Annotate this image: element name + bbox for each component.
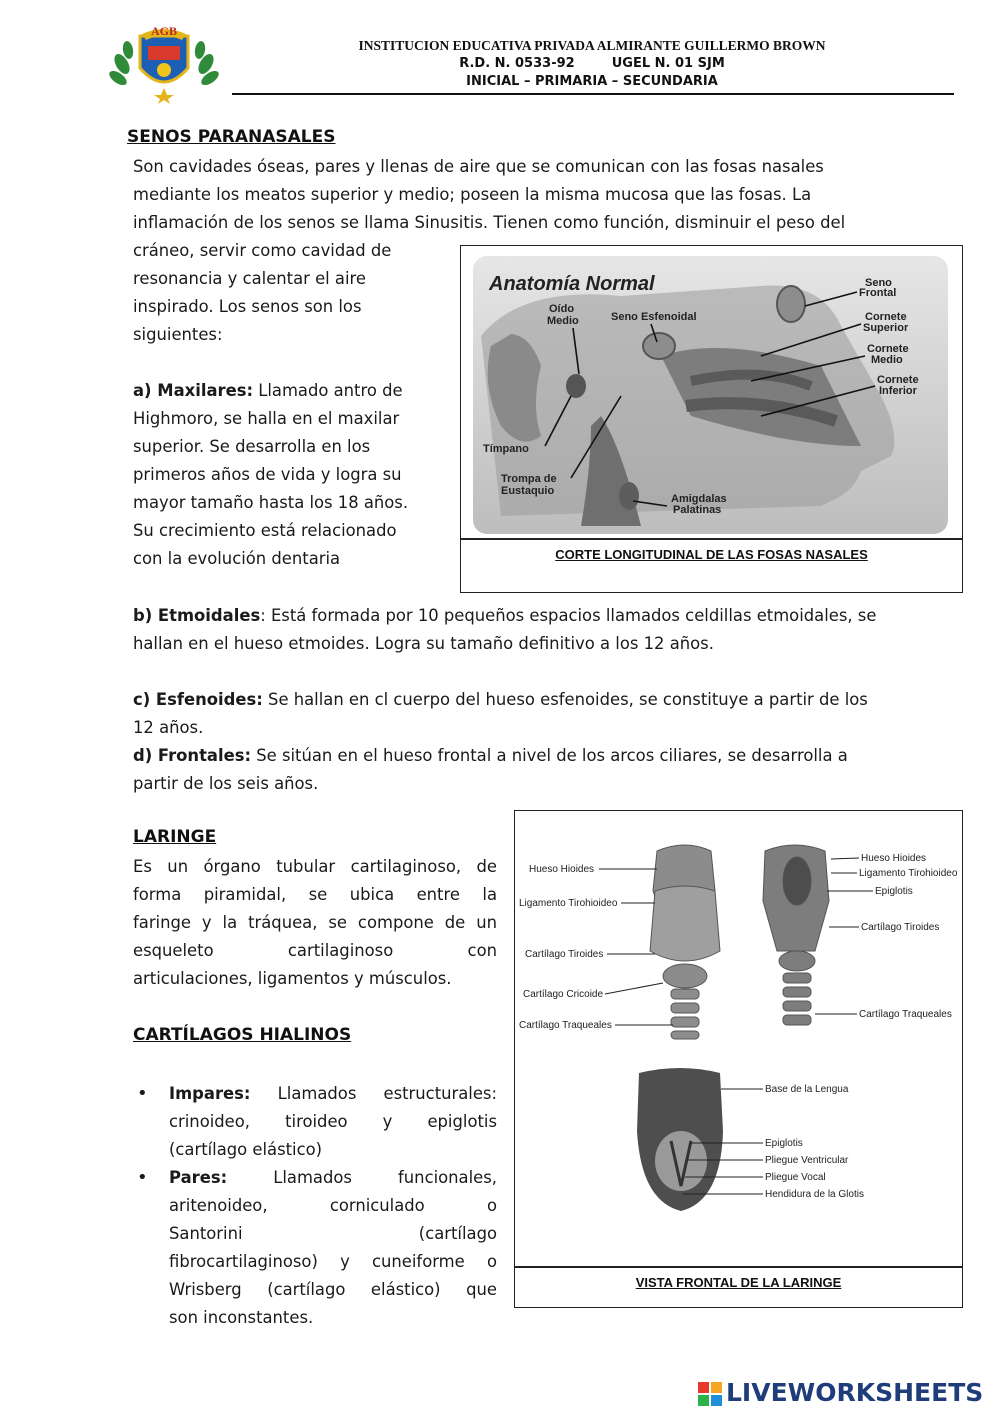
text-line: primeros años de vida y logra su xyxy=(133,465,402,484)
esfenoides-paragraph xyxy=(133,686,963,798)
text-line: son inconstantes. xyxy=(169,1308,314,1327)
header-line-3: INICIAL – PRIMARIA – SECUNDARIA xyxy=(466,74,718,89)
label-oido-medio: Medio xyxy=(547,315,579,327)
text-span: Se sitúan en el hueso frontal a nivel de los arcos ciliares, se desarrolla a xyxy=(256,746,848,765)
label-hueso-hioides-left: Hueso Hioides xyxy=(529,864,595,875)
text-line: fibrocartilaginoso) y cuneiforme o xyxy=(169,1252,497,1271)
text-line: partir de los seis años. xyxy=(133,774,319,793)
larynx-illustration xyxy=(515,811,962,1266)
text-span: Llamados funcionales, xyxy=(273,1168,497,1187)
label-cornete-medio-1: Cornete xyxy=(867,343,909,355)
text-line: 12 años. xyxy=(133,718,204,737)
label-amigdalas-2: Palatinas xyxy=(673,504,722,516)
text-line: (cartílago elástico) xyxy=(169,1140,323,1159)
text-line: forma piramidal, se ubica entre la xyxy=(133,885,497,904)
section-title-cartilagos: CARTÍLAGOS HIALINOS xyxy=(133,1025,352,1045)
label-pliegue-ventricular: Pliegue Ventricular xyxy=(765,1155,849,1166)
label-tiroides-right: Cartílago Tiroides xyxy=(861,922,940,933)
section-title-senos: SENOS PARANASALES xyxy=(127,127,336,147)
list-item-impares xyxy=(133,1080,497,1164)
text-span: Llamado antro de xyxy=(258,381,403,400)
label-oido: Oído xyxy=(549,303,575,315)
maxilares-paragraph xyxy=(133,377,443,573)
cartilagos-list xyxy=(133,1080,497,1332)
svg-text:AGB: AGB xyxy=(150,24,178,38)
label-cricoide-left: Cartílago Cricoide xyxy=(523,989,604,1000)
text-line: inflamación de los senos se llama Sinusitis. Tienen como función, disminuir el peso del xyxy=(133,213,846,232)
figure2-caption: VISTA FRONTAL DE LA LARINGE xyxy=(635,1275,842,1290)
school-crest-icon xyxy=(108,22,220,104)
figure-larynx xyxy=(514,810,963,1308)
label-tiroides-left: Cartílago Tiroides xyxy=(525,949,604,960)
label-frontal: Frontal xyxy=(859,287,897,299)
figure2-caption-divider xyxy=(515,1266,962,1268)
text-span: Se hallan en cl cuerpo del hueso esfenoides, se constituye a partir de los xyxy=(268,690,868,709)
header-rd: R.D. N. 0533-92 xyxy=(459,56,575,71)
label-cornete-medio-2: Medio xyxy=(871,354,903,366)
header-line-2 xyxy=(232,55,952,73)
text-line: hallan en el hueso etmoides. Logra su tamaño definitivo a los 12 años. xyxy=(133,634,714,653)
label-ligamento-right: Ligamento Tirohioideo xyxy=(859,868,958,879)
label-pliegue-vocal: Pliegue Vocal xyxy=(765,1172,826,1183)
maxilares-label: a) Maxilares: xyxy=(133,381,254,400)
figure1-caption: CORTE LONGITUDINAL DE LAS FOSAS NASALES xyxy=(555,547,868,562)
text-line: Wrisberg (cartílago elástico) que xyxy=(169,1280,497,1299)
label-trompa-1: Trompa de xyxy=(501,473,557,485)
label-timpano: Tímpano xyxy=(483,443,529,455)
school-logo xyxy=(108,22,220,104)
frontales-label: d) Frontales: xyxy=(133,746,252,765)
figure-nasal-section xyxy=(460,245,963,593)
label-hendidura-glotis: Hendidura de la Glotis xyxy=(765,1189,864,1200)
text-line: Es un órgano tubular cartilaginoso, de xyxy=(133,857,497,876)
etmoidales-label: b) Etmoidales xyxy=(133,606,261,625)
text-line xyxy=(133,602,963,630)
label-traqueales-left: Cartílago Traqueales xyxy=(519,1020,612,1031)
header-institution: INSTITUCION EDUCATIVA PRIVADA xyxy=(358,38,595,53)
text-line: aritenoideo, corniculado o xyxy=(169,1196,497,1215)
text-line: articulaciones, ligamentos y músculos. xyxy=(133,969,452,988)
text-line: Highmoro, se halla en el maxilar xyxy=(133,409,400,428)
text-line: cráneo, servir como cavidad de xyxy=(133,241,392,260)
label-cornete-superior-2: Superior xyxy=(863,322,909,334)
header-line-1 xyxy=(232,37,952,55)
label-seno-esfenoidal: Seno Esfenoidal xyxy=(611,311,697,323)
text-span: Llamados estructurales: xyxy=(277,1084,497,1103)
text-line: resonancia y calentar el aire xyxy=(133,269,366,288)
section-title-laringe: LARINGE xyxy=(133,827,217,847)
text-line: mediante los meatos superior y medio; poseen la misma mucosa que las fosas. La xyxy=(133,185,812,204)
esfenoides-label: c) Esfenoides: xyxy=(133,690,263,709)
label-cornete-superior-1: Cornete xyxy=(865,311,907,323)
list-item-pares xyxy=(133,1164,497,1332)
text-line: Son cavidades óseas, pares y llenas de aire que se comunican con las fosas nasales xyxy=(133,157,824,176)
label-cornete-inferior-2: Inferior xyxy=(879,385,917,397)
text-span: : Está formada por 10 pequeños espacios llamados celdillas etmoidales, se xyxy=(260,606,877,625)
bullet-list xyxy=(133,1080,497,1332)
laringe-paragraph xyxy=(133,853,497,993)
label-trompa-2: Eustaquio xyxy=(501,485,555,497)
text-line: superior. Se desarrolla en los xyxy=(133,437,371,456)
label-amigdalas-1: Amigdalas xyxy=(671,493,727,505)
impares-label: Impares: xyxy=(169,1084,251,1103)
text-line: Santorini (cartílago xyxy=(169,1224,497,1243)
label-ligamento-left: Ligamento Tirohioideo xyxy=(519,898,618,909)
text-line: inspirado. Los senos son los xyxy=(133,297,362,316)
label-epiglotis-right: Epiglotis xyxy=(875,886,913,897)
liveworksheets-grid-icon xyxy=(698,1382,722,1406)
text-line: con la evolución dentaria xyxy=(133,549,341,568)
label-seno: Seno xyxy=(865,277,892,289)
figure-heading: Anatomía Normal xyxy=(489,273,655,295)
text-line: siguientes: xyxy=(133,325,223,344)
liveworksheets-logo[interactable] xyxy=(698,1378,994,1410)
text-line: esqueleto cartilaginoso con xyxy=(133,941,497,960)
text-line xyxy=(133,742,963,770)
nasal-anatomy-illustration xyxy=(461,246,962,538)
header-school-name: ALMIRANTE GUILLERMO BROWN xyxy=(596,38,826,53)
pares-label: Pares: xyxy=(169,1168,228,1187)
text-line xyxy=(169,1164,497,1192)
text-line: mayor tamaño hasta los 18 años. xyxy=(133,493,409,512)
label-cornete-inferior-1: Cornete xyxy=(877,374,919,386)
text-line xyxy=(169,1080,497,1108)
liveworksheets-wordmark: LIVEWORKSHEETS xyxy=(726,1378,984,1407)
label-base-lengua: Base de la Lengua xyxy=(765,1084,849,1095)
text-line: faringe y la tráquea, se compone de un xyxy=(133,913,497,932)
text-line: Su crecimiento está relacionado xyxy=(133,521,397,540)
text-line xyxy=(133,377,443,405)
etmoidales-paragraph xyxy=(133,602,963,658)
text-line xyxy=(133,686,963,714)
label-traqueales-right: Cartílago Traqueales xyxy=(859,1009,952,1020)
header-divider xyxy=(232,93,954,95)
figure1-caption-divider xyxy=(461,538,962,540)
school-header xyxy=(232,37,952,91)
text-line: crinoideo, tiroideo y epiglotis xyxy=(169,1112,497,1131)
header-ugel: UGEL N. 01 SJM xyxy=(611,56,725,71)
label-epiglotis-tongue: Epiglotis xyxy=(765,1138,803,1149)
label-hueso-hioides-right: Hueso Hioides xyxy=(861,853,927,864)
